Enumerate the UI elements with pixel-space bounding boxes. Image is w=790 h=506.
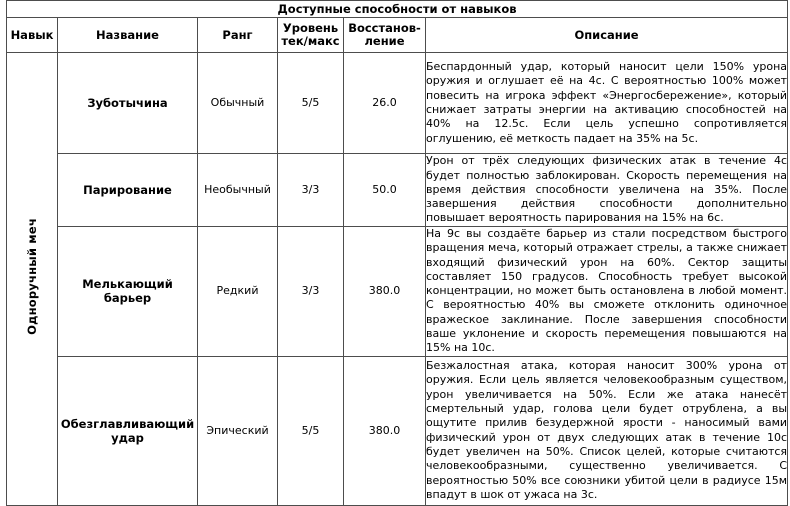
ability-description xyxy=(426,154,788,227)
skill-group-cell xyxy=(7,53,58,506)
skill-group-label: Одноручный меч xyxy=(25,218,39,336)
header-skill: Навык xyxy=(7,18,58,53)
table-row xyxy=(7,154,788,227)
header-cooldown xyxy=(344,18,426,53)
ability-description-text: Беспардонный удар, который наносит цели 150% урона оружия и оглушает её на 4с. С вероятностью 100% может повесить на игрока эффект «Энергосбережение», который снижает затраты энергии на активацию способностей на 40% на 12.5с. Если цель успешно сопротивляется оглушению, её меткость падает на 35% на 5с. xyxy=(426,60,788,145)
ability-name: Обезглавливающий удар xyxy=(58,356,198,505)
ability-description-text: Безжалостная атака, которая наносит 300% урона от оружия. Если цель является человекообразным существом, урон увеличивается на 50%. Если же атака нанесёт смертельный удар, голова цели будет отрублена, а вы ощутите прилив безудержной ярости - наносимый вами физический урон от двух следующих атак в течение 10с будет увеличен на 50%. Список целей, которые считаются человекообразными, существенно увеличивается. С вероятностью 50% все союзники убитой цели в радиусе 15м впадут в шок от ужаса на 3с. xyxy=(426,359,788,501)
ability-rank: Эпический xyxy=(198,356,278,505)
ability-rank: Обычный xyxy=(198,53,278,154)
table-title-row xyxy=(7,1,788,18)
ability-description xyxy=(426,356,788,505)
ability-level: 5/5 xyxy=(278,53,344,154)
header-level-line2: тек/макс xyxy=(281,34,340,48)
header-cooldown-line2: ление xyxy=(364,34,405,48)
header-rank: Ранг xyxy=(198,18,278,53)
header-level-line1: Уровень xyxy=(282,21,339,35)
ability-description-text: Урон от трёх следующих физических атак в течение 4с будет полностью заблокирован. Скорость перемещения на время действия способности увеличена на 35%. После завершения действия способности дополнительно повышает вероятность парирования на 15% на 6с. xyxy=(426,154,788,225)
ability-description xyxy=(426,53,788,154)
ability-cooldown: 380.0 xyxy=(344,227,426,357)
table-title: Доступные способности от навыков xyxy=(7,1,788,18)
ability-cooldown: 26.0 xyxy=(344,53,426,154)
ability-description-text: На 9с вы создаёте барьер из стали посредством быстрого вращения меча, который отражает стрелы, а также снижает входящий физический урон на 60%. Сектор защиты составляет 150 градусов. Способность требует высокой концентрации, но может быть остановлена в любой момент. С вероятностью 40% вы сможете отклонить одиночное вражеское заклинание. После завершения способности ваше уклонение и скорость перемещения повышаются на 15% на 10с. xyxy=(426,227,788,355)
header-name: Название xyxy=(58,18,198,53)
ability-name: Мелькающий барьер xyxy=(58,227,198,357)
ability-cooldown: 380.0 xyxy=(344,356,426,505)
ability-level: 3/3 xyxy=(278,227,344,357)
ability-level: 3/3 xyxy=(278,154,344,227)
header-level xyxy=(278,18,344,53)
ability-description xyxy=(426,227,788,357)
ability-rank: Необычный xyxy=(198,154,278,227)
ability-name: Зуботычина xyxy=(58,53,198,154)
table-row xyxy=(7,53,788,154)
ability-cooldown: 50.0 xyxy=(344,154,426,227)
header-description: Описание xyxy=(426,18,788,53)
ability-rank: Редкий xyxy=(198,227,278,357)
header-cooldown-line1: Восстанов- xyxy=(348,21,421,35)
ability-level: 5/5 xyxy=(278,356,344,505)
abilities-table xyxy=(6,0,788,506)
table-header-row xyxy=(7,18,788,53)
ability-name: Парирование xyxy=(58,154,198,227)
table-row xyxy=(7,227,788,357)
table-row xyxy=(7,356,788,505)
